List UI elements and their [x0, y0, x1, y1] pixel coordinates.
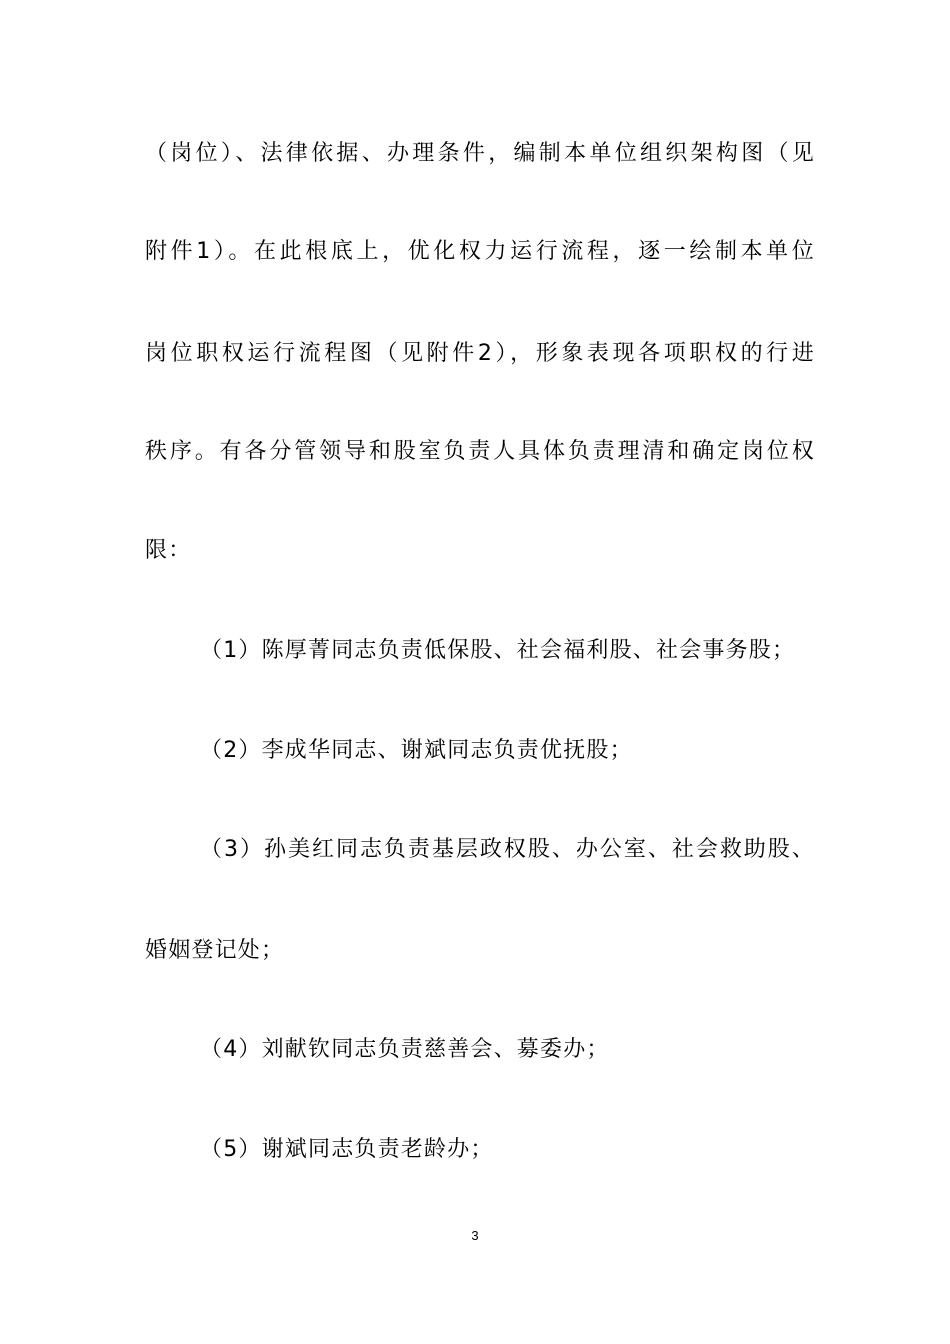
body-text-line: 秩序。有各分管领导和股室负责人具体负责理清和确定岗位权 [145, 439, 815, 464]
list-item: （4）刘献钦同志负责慈善会、募委办； [200, 1037, 610, 1062]
list-item: （1）陈厚菁同志负责低保股、社会福利股、社会事务股； [200, 638, 796, 663]
page-number: 3 [471, 1228, 479, 1243]
list-item: （2）李成华同志、谢斌同志负责优抚股； [200, 738, 633, 763]
body-text-line: （岗位）、法律依据、办理条件，编制本单位组织架构图（见 [145, 141, 815, 166]
body-text-line: 岗位职权运行流程图（见附件2），形象表现各项职权的行进 [145, 341, 815, 366]
body-text-line: 限： [145, 538, 192, 563]
body-text-line: 附件1）。在此根底上，优化权力运行流程，逐一绘制本单位 [145, 239, 815, 264]
list-item-continuation: 婚姻登记处； [145, 938, 285, 963]
list-item: （3）孙美红同志负责基层政权股、办公室、社会救助股、 [200, 837, 815, 862]
list-item: （5）谢斌同志负责老龄办； [200, 1137, 494, 1162]
